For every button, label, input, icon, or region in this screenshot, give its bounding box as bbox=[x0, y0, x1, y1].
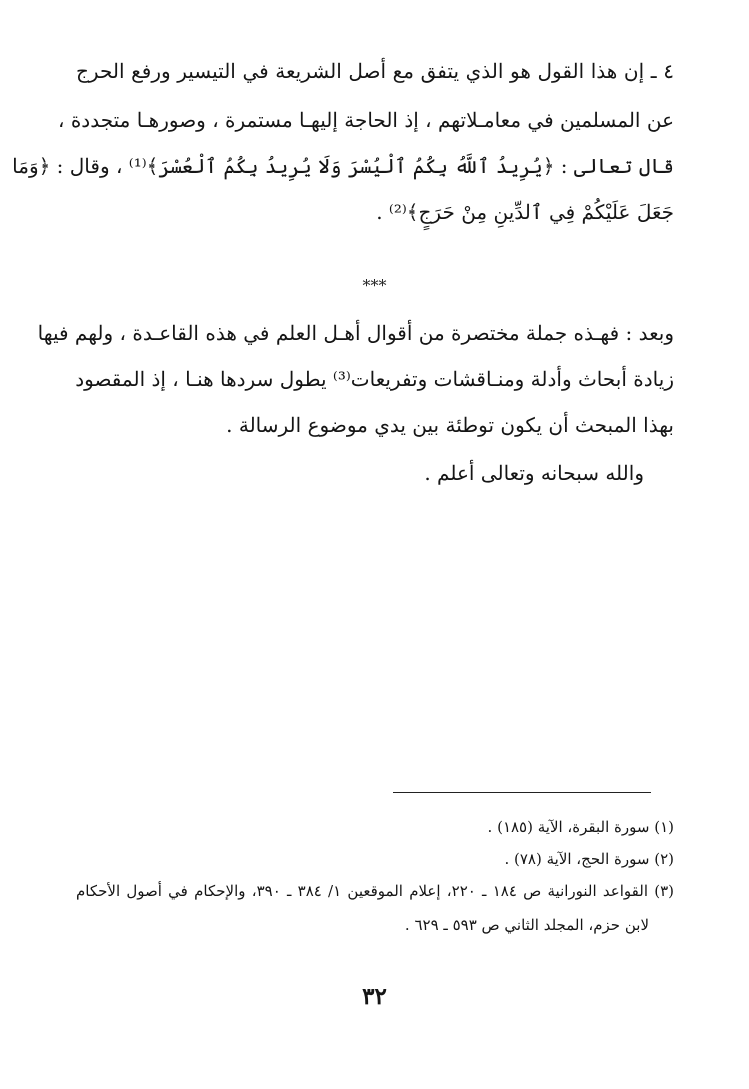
footnote-1: (١) سورة البقرة، الآية (١٨٥) . bbox=[487, 818, 674, 836]
paragraph-2-line-1: وبعد : فهـذه جملة مختصرة من أقوال أهـل العلم في هذه القاعـدة ، ولهم فيها bbox=[37, 321, 674, 345]
section-separator: *** bbox=[362, 276, 387, 295]
footnote-divider bbox=[393, 792, 651, 793]
paragraph-2-line-3: بهذا المبحث أن يكون توطئة بين يدي موضوع الرسالة . bbox=[226, 413, 674, 437]
closing-line: والله سبحانه وتعالى أعلم . bbox=[424, 461, 644, 485]
paragraph-1-line-2: عن المسلمين في معامـلاتهم ، إذ الحاجة إليهـا مستمرة ، وصورهـا متجددة ، bbox=[58, 108, 674, 132]
footnote-3-continuation: لابن حزم، المجلد الثاني ص ٥٩٣ ـ ٦٢٩ . bbox=[404, 916, 649, 934]
paragraph-1-line-1: ٤ ـ إن هذا القول هو الذي يتفق مع أصل الشريعة في التيسير ورفع الحرج bbox=[76, 59, 674, 83]
paragraph-1-line-4: جَعَلَ عَلَيْكُمْ فِي ٱلدِّينِ مِنْ حَرَجٍ﴾⁽²⁾ . bbox=[376, 200, 674, 224]
paragraph-1-line-3: قال تعالى : ﴿يُرِيدُ ٱللَّهُ بِكُمُ ٱلْيُسْرَ وَلَا يُرِيدُ بِكُمُ ٱلْعُسْرَ﴾⁽¹⁾ ، وقال : ﴿وَمَا bbox=[12, 154, 674, 178]
footnote-3: (٣) القواعد النورانية ص ١٨٤ ـ ٢٢٠، إعلام الموقعين ١/ ٣٨٤ ـ ٣٩٠، والإحكام في أصول الأحكام bbox=[76, 882, 675, 900]
footnote-2: (٢) سورة الحج، الآية (٧٨) . bbox=[504, 850, 674, 868]
paragraph-2-line-2: زيادة أبحاث وأدلة ومنـاقشات وتفريعات⁽³⁾ يطول سردها هنـا ، إذ المقصود bbox=[75, 367, 674, 391]
page-number: ٣٢ bbox=[362, 983, 387, 1010]
